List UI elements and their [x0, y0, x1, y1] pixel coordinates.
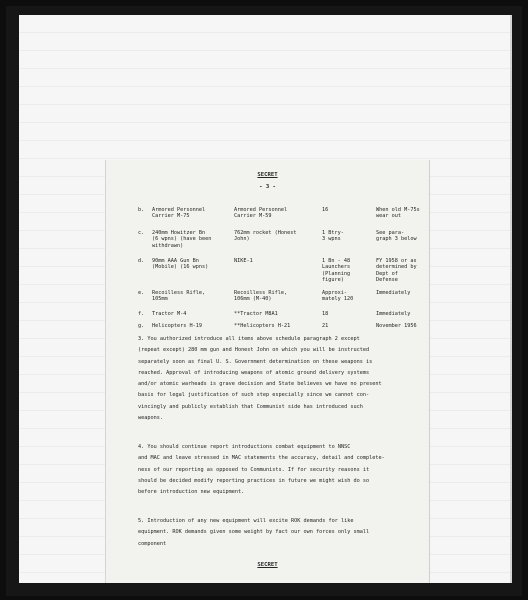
quantity: 16 [322, 207, 329, 213]
row-letter: c. [138, 230, 145, 236]
timing: When old M-75s wear out [376, 207, 420, 220]
current-item: Tractor M-4 [152, 311, 187, 317]
quantity: Approxi- mately 120 [322, 290, 354, 303]
timing: November 1956 [376, 323, 417, 329]
document-page [105, 160, 430, 583]
table-row [106, 290, 429, 312]
classification-footer: SECRET [257, 562, 278, 568]
table-row [106, 230, 429, 252]
current-item: Helicopters H-19 [152, 323, 202, 329]
replacement-item: Recoilless Rifle, 106mm (M-40) [234, 290, 288, 303]
current-item: 90mm AAA Gun Bn (Mobile) (16 wpns) [152, 258, 209, 271]
paragraph-3: 3. You authorized introduce all items above schedule paragraph 2 except (repeat except) 280 mm gun and Honest John on which you will be instructed separately soon as final U. S. Government determination on these weapons is reached. Approval of introducing weapons of atomic ground delivery systems and/or atomic warheads is grave decision and State believes we have no present basis for legal justification of such step especially since we cannot con- vincingly and publicly establish that Communist side has introduced such weapons. [138, 336, 382, 422]
current-item: Recoilless Rifle, 105mm [152, 290, 206, 303]
timing: Immediately [376, 290, 411, 296]
table-row [106, 207, 429, 229]
page-number: - 3 - [259, 184, 276, 190]
replacement-item: NIKE-1 [234, 258, 253, 264]
timing: Immediately [376, 311, 411, 317]
paragraph-4: 4. You should continue report introductions combat equipment to NNSC and MAC and leave stressed in MAC statements the accuracy, detail and complete- ness of our reporting as opposed to Communists. If for security reasons it should be decided modify reporting practices in future we might wish do so before introduction new equipment. [138, 444, 385, 496]
classification-header: SECRET [257, 172, 278, 178]
replacement-item: Armored Personnel Carrier M-59 [234, 207, 288, 220]
table-row [106, 258, 429, 284]
row-letter: b. [138, 207, 145, 213]
paragraph-5: 5. Introduction of any new equipment will excite ROK demands for like equipment. ROK demands given some weight by fact our own forces only small component [138, 518, 370, 547]
timing: See para- graph 3 below [376, 230, 417, 243]
current-item: Armored Personnel Carrier M-75 [152, 207, 206, 220]
row-letter: d. [138, 258, 145, 264]
quantity: 18 [322, 311, 329, 317]
row-letter: f. [138, 311, 145, 317]
quantity: 1 Bn - 48 Launchers (Planning figure) [322, 258, 351, 284]
replacement-item: **Tractor M8A1 [234, 311, 278, 317]
timing: FY 1958 or as determined by Dept of Defense [376, 258, 417, 284]
replacement-item: **Helicopters H-21 [234, 323, 291, 329]
replacement-item: 762mm rocket (Honest John) [234, 230, 297, 243]
current-item: 240mm Howitzer Bn (6 wpns) (have been withdrawn) [152, 230, 212, 249]
quantity: 1 Btry- 3 wpns [322, 230, 344, 243]
quantity: 21 [322, 323, 329, 329]
row-letter: g. [138, 323, 145, 329]
row-letter: e. [138, 290, 145, 296]
